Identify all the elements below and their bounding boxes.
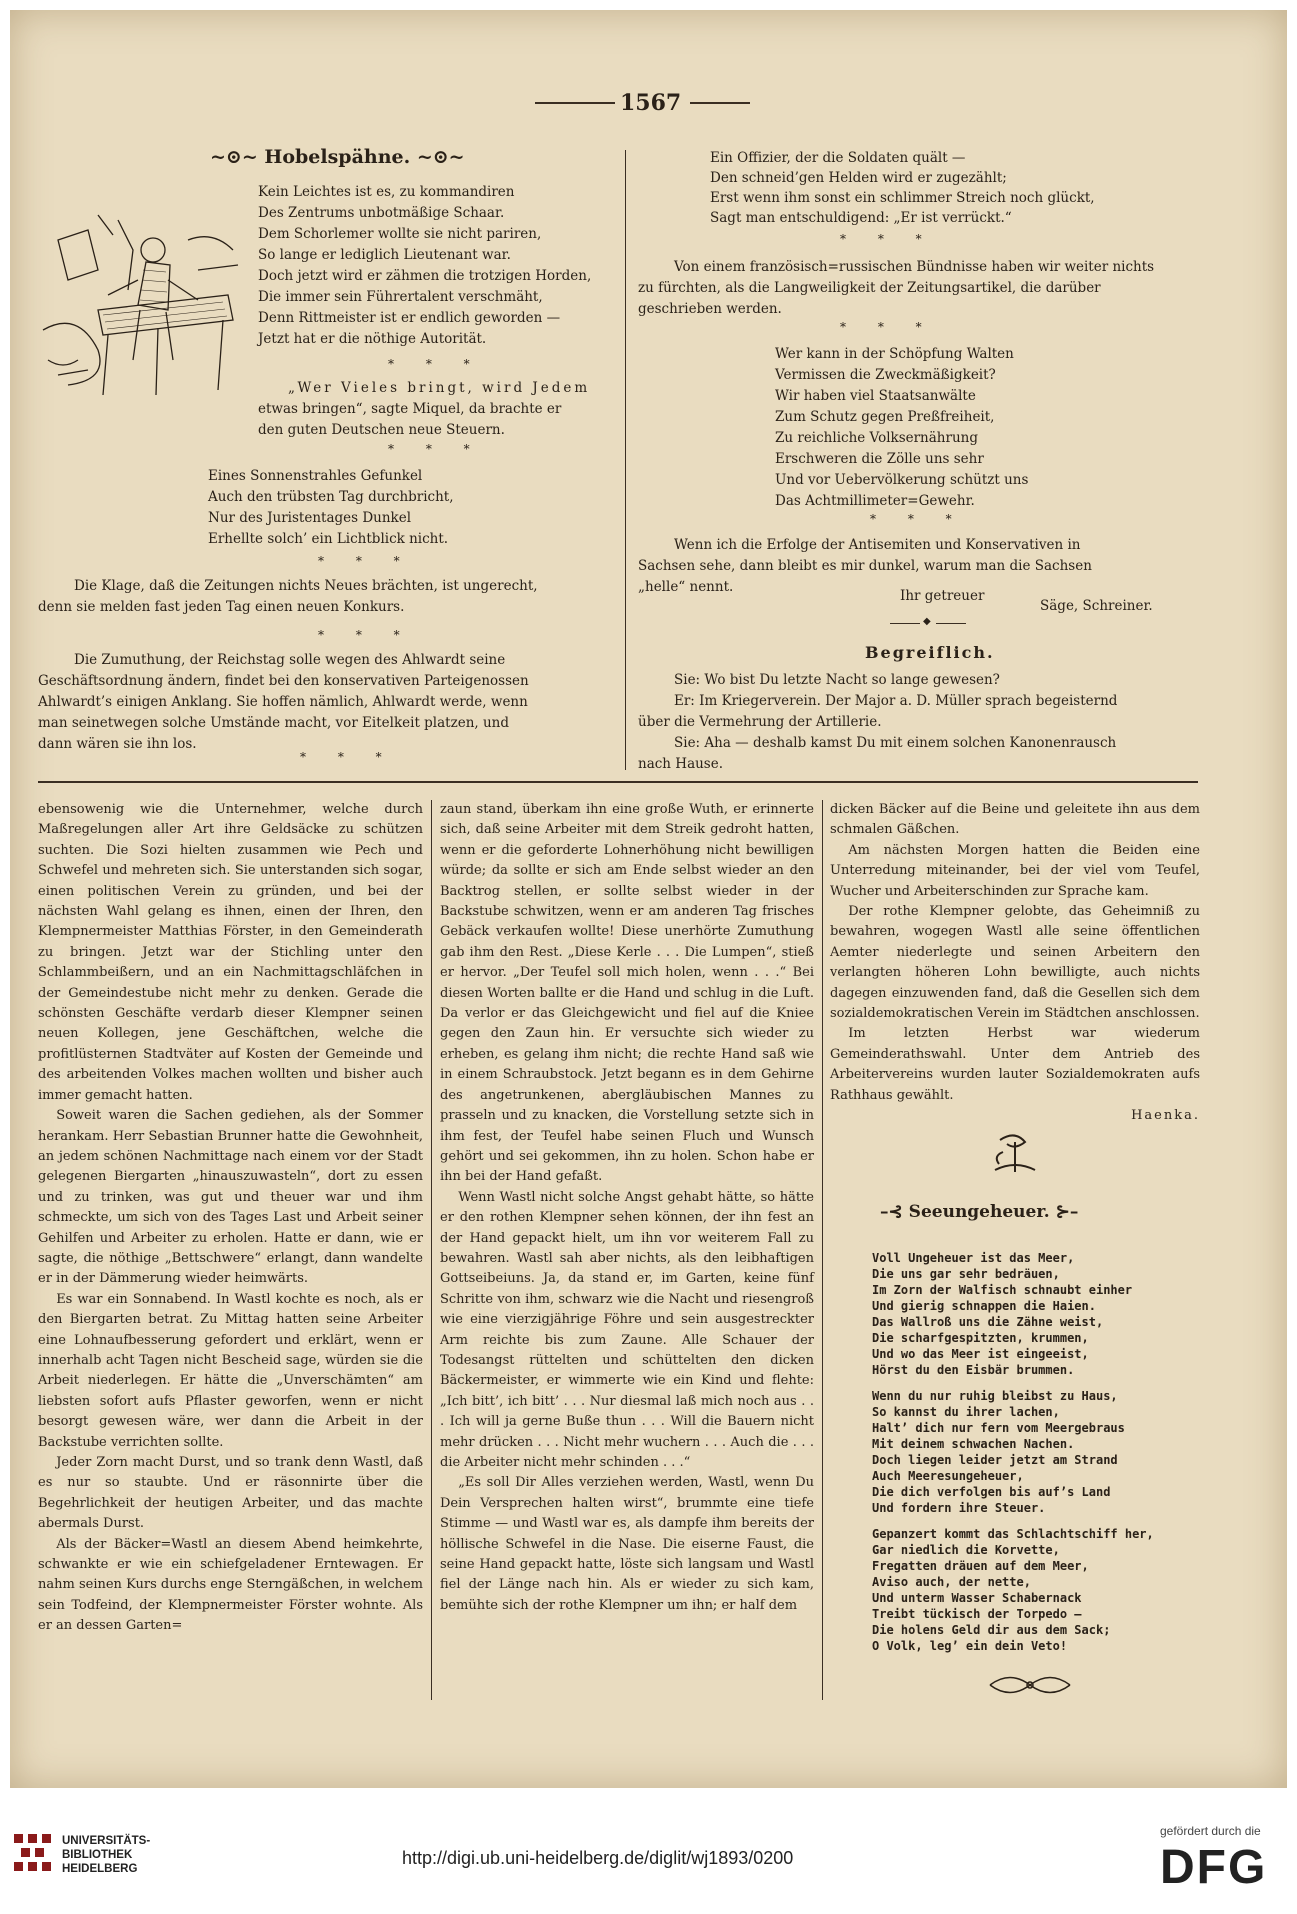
- poem-line: Sagt man entschuldigend: „Er ist verrückt.“: [710, 210, 1012, 226]
- poem-line: Und wo das Meer ist eingeeist,: [872, 1347, 1089, 1361]
- poem-offizier: [710, 148, 1095, 228]
- column-divider: [625, 150, 626, 770]
- poem-line: Doch jetzt wird er zähmen die trotzigen Horden,: [258, 268, 592, 284]
- poem-line: Wir haben viel Staatsanwälte: [775, 388, 976, 404]
- story-column-3: [830, 800, 1200, 1127]
- story-paragraph: „Es soll Dir Alles verziehen werden, Wastl, wenn Du Dein Versprechen halten wirst“, brummte eine tiefe Stimme — und Wastl war es, als dampfe ihm bereits der höllische Schwefel in die Nase. Die eiserne Faust, die seine Hand gepackt hatte, löste sich langsam und Wastl fiel der Länge nach hin. Als er wieder zu sich kam, bemühte sich der rothe Klempner um ihn; er half dem: [440, 1475, 814, 1613]
- poem-line: Voll Ungeheuer ist das Meer,: [872, 1251, 1075, 1265]
- poem-kommandiren: [258, 182, 591, 350]
- poem-line: Gar niedlich die Korvette,: [872, 1543, 1060, 1557]
- buendnis-line: Von einem französisch=russischen Bündnisse haben wir weiter nichts: [674, 259, 1155, 275]
- story-paragraph: ebensowenig wie die Unternehmer, welche durch Maßregelungen aller Art ihre Geldsäcke zu schützen suchten. Die Sozi hielten zusammen wie Pech und Schwefel und mehreten sich. Sie unterstanden sich sogar, einen politischen Verein zu gründen, und bei der nächsten Wahl gelang es ihnen, einen der Ihren, den Klempnermeister Matthias Förster, in den Gemeinderath zu bringen. Jetzt war der Stichling unter den Schlammbeißern, und an ein Nachmittagschläfchen in der Gemeindestube nicht mehr zu denken. Gerade die schönsten Geschäfte verdarb dieser Klempner seinen neuen Kollegen, jene Geschäftchen, welche die profitlüsternen Stadtväter auf Kosten der Gemeinde und des arbeitenden Volkes machen wollten und bisher auch immer gemacht hatten.: [38, 802, 423, 1103]
- poem-schoepfung: [775, 344, 1028, 512]
- footer-bar: [0, 1790, 1297, 1914]
- poem-line: Aviso auch, der nette,: [872, 1575, 1031, 1589]
- poem-line: O Volk, leg’ ein dein Veto!: [872, 1639, 1068, 1653]
- ornament-glyph: ◆: [923, 616, 931, 627]
- column-divider: [822, 800, 823, 1700]
- zumuthung-line: dann wären sie ihn los.: [38, 736, 197, 752]
- separator-stars: * * *: [318, 554, 414, 568]
- story-paragraph: Soweit waren die Sachen gediehen, als der Sommer herankam. Herr Sebastian Brunner hatte die Gewohnheit, an jedem schönen Nachmittage nach einem vor der Stadt gelegenen Biergarten „hinauszuwasteln“, dort zu essen und zu trinken, was gut und theuer war und ihm schmeckte, um sich von des Tages Last und Arbeit seiner Gehilfen und Arbeiter zu erholen. Hatte er dann, wie er sagte, die nöthige „Bettschwere“ erlangt, dann wandelte er in der Dämmerung wieder heimwärts.: [38, 1108, 423, 1287]
- quote-line: „Wer Vieles bringt, wird Jedem: [288, 380, 591, 396]
- poem-line: Und fordern ihre Steuer.: [872, 1501, 1046, 1515]
- poem-line: Dem Schorlemer wollte sie nicht pariren,: [258, 226, 542, 242]
- story-paragraph: Es war ein Sonnabend. In Wastl kochte es noch, als er den Biergarten betrat. Zu Mittag hatten seine Arbeiter eine Lohnaufbesserung gefordert und erklärt, wenn er innerhalb acht Tagen nicht Bescheid sage, würden sie die Arbeit niederlegen. Er hätte die „Unverschämten“ am liebsten sofort aufs Pflaster geworfen, wenn er nicht besorgt gewesen wäre, wer dann die Arbeit in der Backstube verrichten sollte.: [38, 1291, 423, 1450]
- poem-line: Und vor Uebervölkerung schützt uns: [775, 472, 1029, 488]
- poem-sonnenstrahl: [208, 466, 454, 550]
- separator-stars: * * *: [318, 628, 414, 642]
- hobelspaehne-title: ~⊙~ Hobelspähne. ~⊙~: [210, 146, 465, 168]
- separator-stars: * * *: [300, 750, 396, 764]
- story-paragraph: Der rothe Klempner gelobte, das Geheimniß zu bewahren, wogegen Wastl alle seine öffentlichen Aemter niederlegte und seinen Arbeitern den verlangten höheren Lohn bewilligte, auch nichts dagegen einzuwenden fand, daß die Gesellen sich dem sozialdemokratischen Verein im Städtchen anschlossen.: [830, 904, 1200, 1022]
- seeungeheuer-title: –⊰ Seeungeheuer. ⊱–: [880, 1202, 1079, 1222]
- poem-line: Kein Leichtes ist es, zu kommandiren: [258, 184, 515, 200]
- seeungeheuer-poem: [872, 1250, 1154, 1654]
- poem-line: Und gierig schnappen die Haien.: [872, 1299, 1096, 1313]
- poem-line: Im Zorn der Walfisch schnaubt einher: [872, 1283, 1133, 1297]
- sachsen-line: „helle“ nennt.: [638, 579, 734, 595]
- klage-paragraph: [38, 576, 538, 618]
- poem-line: Zu reichliche Volksernährung: [775, 430, 978, 446]
- poem-line: Ein Offizier, der die Soldaten quält —: [710, 150, 966, 166]
- funded-by-label: gefördert durch die: [1160, 1824, 1261, 1838]
- column-divider: [431, 800, 432, 1700]
- poem-line: Erschweren die Zölle uns sehr: [775, 451, 984, 467]
- buendnis-line: zu fürchten, als die Langweiligkeit der Zeitungsartikel, die darüber: [638, 280, 1101, 296]
- dialogue-line: Sie: Wo bist Du letzte Nacht so lange gewesen?: [674, 672, 1000, 688]
- zumuthung-line: Ahlwardt’s einigen Anklang. Sie hoffen nämlich, Ahlwardt werde, wenn: [38, 694, 528, 710]
- source-url-link[interactable]: http://digi.ub.uni-heidelberg.de/diglit/wj1893/0200: [402, 1848, 794, 1868]
- poem-line: Gepanzert kommt das Schlachtschiff her,: [872, 1527, 1154, 1541]
- university-line: UNIVERSITÄTS-: [62, 1835, 151, 1847]
- begreiflich-title: Begreiflich.: [865, 643, 995, 662]
- poem-line: Fregatten dräuen auf dem Meer,: [872, 1559, 1089, 1573]
- ornament-rule: [890, 623, 920, 624]
- university-logo-icon: [12, 1832, 54, 1874]
- separator-stars: * * *: [388, 357, 484, 371]
- top-rule-right: [690, 102, 750, 104]
- zumuthung-line: Die Zumuthung, der Reichstag solle wegen des Ahlwardt seine: [74, 652, 506, 668]
- poem-line: Erhellte solch’ ein Lichtblick nicht.: [208, 531, 449, 547]
- story-paragraph: dicken Bäcker auf die Beine und geleitete ihn aus dem schmalen Gäßchen.: [830, 802, 1200, 838]
- poem-line: Nur des Juristentages Dunkel: [208, 510, 412, 526]
- poem-line: Vermissen die Zweckmäßigkeit?: [775, 367, 996, 383]
- university-line: HEIDELBERG: [62, 1863, 138, 1875]
- university-line: BIBLIOTHEK: [62, 1849, 133, 1861]
- buendnis-paragraph: [638, 257, 1154, 320]
- ornament-rule: [936, 623, 966, 624]
- dialogue-line: über die Vermehrung der Artillerie.: [638, 714, 882, 730]
- poem-line: Treibt tückisch der Torpedo —: [872, 1607, 1082, 1621]
- signature-name: Säge, Schreiner.: [1040, 598, 1153, 614]
- zumuthung-line: man seinetwegen solche Umstände macht, vor Eitelkeit platzen, und: [38, 715, 510, 731]
- poem-line: Zum Schutz gegen Preßfreiheit,: [775, 409, 995, 425]
- poem-line: Und unterm Wasser Schabernack: [872, 1591, 1082, 1605]
- poem-line: Doch liegen leider jetzt am Strand: [872, 1453, 1118, 1467]
- story-paragraph: Jeder Zorn macht Durst, und so trank denn Wastl, daß es nur so staubte. Und er räsonnirte über die Begehrlichkeit der heutigen Arbeiter, und das machte abermals Durst.: [38, 1455, 423, 1532]
- buendnis-line: geschrieben werden.: [638, 301, 782, 317]
- zumuthung-paragraph: [38, 650, 529, 755]
- poem-line: Jetzt hat er die nöthige Autorität.: [258, 331, 487, 347]
- begreiflich-dialogue: [638, 670, 1117, 775]
- sachsen-paragraph: [638, 535, 1092, 598]
- poem-line: Eines Sonnenstrahles Gefunkel: [208, 468, 423, 484]
- story-paragraph: Am nächsten Morgen hatten die Beiden eine Unterredung miteinander, bei der viel vom Teufel, Wucher und Arbeiterschinden zur Sprache kam.: [830, 842, 1200, 899]
- end-ornament: [980, 1670, 1080, 1700]
- zumuthung-line: Geschäftsordnung ändern, findet bei den konservativen Parteigenossen: [38, 673, 529, 689]
- poem-line: Halt’ dich nur fern vom Meergebraus: [872, 1421, 1125, 1435]
- poem-line: Erst wenn ihm sonst ein schlimmer Streich noch glückt,: [710, 190, 1095, 206]
- dialogue-line: Er: Im Kriegerverein. Der Major a. D. Müller sprach begeisternd: [674, 693, 1118, 709]
- story-author: Haenka.: [1131, 1108, 1200, 1124]
- poem-line: Die immer sein Führertalent verschmäht,: [258, 289, 543, 305]
- quote-line: den guten Deutschen neue Steuern.: [258, 422, 505, 438]
- quote-line: etwas bringen“, sagte Miquel, da brachte er: [258, 401, 562, 417]
- poem-line: Den schneid’gen Helden wird er zugezählt;: [710, 170, 1007, 186]
- poem-line: Das Wallroß uns die Zähne weist,: [872, 1315, 1104, 1329]
- poem-line: Wenn du nur ruhig bleibst zu Haus,: [872, 1389, 1118, 1403]
- dfg-logo: DFG: [1160, 1841, 1268, 1894]
- poem-line: Denn Rittmeister ist er endlich geworden —: [258, 310, 561, 326]
- carpenter-illustration: [38, 210, 248, 400]
- poem-line: Das Achtmillimeter=Gewehr.: [775, 493, 975, 509]
- story-paragraph: Im letzten Herbst war wiederum Gemeinderathswahl. Unter dem Antrieb des Arbeitervereins wurden lauter Sozialdemokraten aufs Rathhaus gewählt.: [830, 1026, 1200, 1103]
- poem-line: Auch den trübsten Tag durchbricht,: [208, 489, 454, 505]
- story-paragraph: Wenn Wastl nicht solche Angst gehabt hätte, so hätte er den rothen Klempner sehen können, der ihn fest an der Hand gepackt hielt, um ihn vor weiterem Fall zu bewahren. Wastl sah aber nichts, als den leibhaftigen Gottseibeiuns. Ja, da stand er, im Garten, keine fünf Schritte von ihm, schwarz wie die Nacht und riesengroß wie eine vierzigjährige Föhre und sein ausgestreckter Arm reichte bis zum Zaune. Alle Schauer der Todesangst rüttelten und schüttelten den dicken Bäckermeister, er wimmerte wie ein Kind und flehte: „Ich bitt’, ich bitt’ . . . Nur diesmal laß mich noch aus . . . Ich will ja gerne Buße thun . . . Will die Bauern nicht mehr drücken . . . Nicht mehr wuchern . . . Auch die . . . die Arbeiter nicht mehr schinden . . .“: [440, 1189, 814, 1470]
- newspaper-page: [10, 10, 1287, 1788]
- top-rule-left: [535, 102, 615, 104]
- story-column-2: [440, 800, 814, 1616]
- poem-line: Hörst du den Eisbär brummen.: [872, 1363, 1075, 1377]
- story-paragraph: Als der Bäcker=Wastl an diesem Abend heimkehrte, schwankte er wie ein schiefgeladener Erntewagen. Er nahm seinen Kurs durchs enge Sterngäßchen, in welchem sein Todfeind, der Klempnermeister Förster wohnte. Als er an dessen Garten=: [38, 1536, 423, 1634]
- poem-line: Auch Meeresungeheuer,: [872, 1469, 1024, 1483]
- separator-stars: * * *: [388, 442, 484, 456]
- sachsen-line: Wenn ich die Erfolge der Antisemiten und Konservativen in: [674, 537, 1081, 553]
- poem-line: Des Zentrums unbotmäßige Schaar.: [258, 205, 505, 221]
- poem-line: So lange er lediglich Lieutenant war.: [258, 247, 511, 263]
- separator-stars: * * *: [840, 320, 936, 334]
- sachsen-line: Sachsen sehe, dann bleibt es mir dunkel, warum man die Sachsen: [638, 558, 1092, 574]
- university-name: [62, 1834, 150, 1876]
- klage-line: denn sie melden fast jeden Tag einen neuen Konkurs.: [38, 599, 405, 615]
- page-number: 1567: [620, 90, 682, 116]
- poem-line: Die holens Geld dir aus dem Sack;: [872, 1623, 1111, 1637]
- poem-line: So kannst du ihrer lachen,: [872, 1405, 1060, 1419]
- poem-line: Mit deinem schwachen Nachen.: [872, 1437, 1075, 1451]
- dialogue-line: Sie: Aha — deshalb kamst Du mit einem solchen Kanonenrausch: [674, 735, 1117, 751]
- poem-line: Die uns gar sehr bedräuen,: [872, 1267, 1060, 1281]
- separator-stars: * * *: [840, 232, 936, 246]
- flourish-ornament: [985, 1130, 1045, 1180]
- miquel-quote: [258, 378, 590, 441]
- poem-line: Die scharfgespitzten, krummen,: [872, 1331, 1089, 1345]
- section-rule: [38, 781, 1198, 783]
- signature-greeting: Ihr getreuer: [900, 588, 985, 604]
- poem-line: Die dich verfolgen bis auf’s Land: [872, 1485, 1111, 1499]
- story-column-1: [38, 800, 423, 1637]
- dialogue-line: nach Hause.: [638, 756, 724, 772]
- poem-line: Wer kann in der Schöpfung Walten: [775, 346, 1014, 362]
- klage-line: Die Klage, daß die Zeitungen nichts Neues brächten, ist ungerecht,: [74, 578, 538, 594]
- separator-stars: * * *: [870, 512, 966, 526]
- story-paragraph: zaun stand, überkam ihn eine große Wuth, er erinnerte sich, daß seine Arbeiter mit dem Streik gedroht hatten, wenn er die geforderte Lohnerhöhung nicht bewilligen würde; da sollte er sich am Ende selbst wieder an den Backtrog stellen, er sollte selbst wieder in der Backstube schwitzen, wenn er am anderen Tag frisches Gebäck verkaufen wollte! Diese unerhörte Zumuthung gab ihm den Rest. „Diese Kerle . . . Die Lumpen“, stieß er hervor. „Der Teufel soll mich holen, wenn . . .“ Bei diesen Worten ballte er die Hand und schlug in die Luft. Da verlor er das Gleichgewicht und fiel auf die Kniee gegen den Zaun hin. Er versuchte sich wieder zu erheben, es gelang ihm nicht; die rechte Hand saß wie in einem Schraubstock. Jetzt begann es in dem Gehirne des angetrunkenen, abergläubischen Mannes zu prasseln und zu knacken, die Vorstellung setzte sich in ihm fest, der Teufel habe seinen Fluch und Wunsch gehört und sei gekommen, ihn zu holen. Schon habe er ihn bei der Hand gefaßt.: [440, 802, 814, 1185]
